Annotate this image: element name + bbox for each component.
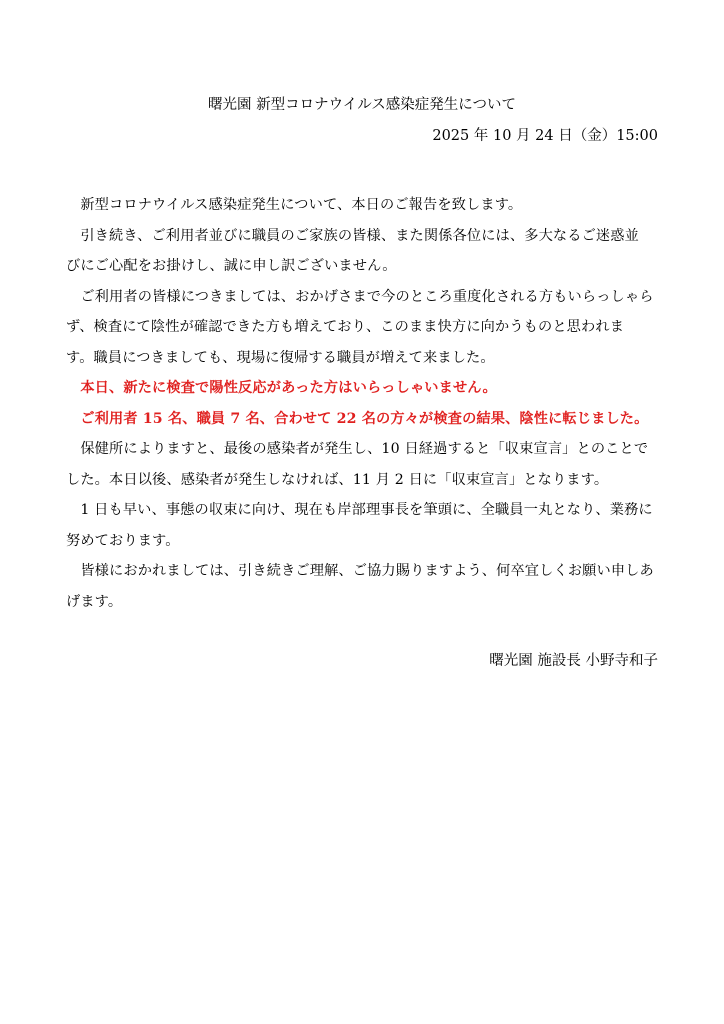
body-line: 保健所によりますと、最後の感染者が発生し、10 日経過すると「収束宣言」とのことで [66, 441, 649, 457]
body-line: ず、検査にて陰性が確認できた方も増えており、このまま快方に向かうものと思われま [66, 319, 625, 335]
body-line: 努めております。 [66, 532, 180, 549]
body-line: びにご心配をお掛けし、誠に申し訳ございません。 [66, 258, 397, 274]
body-line: げます。 [66, 593, 123, 610]
body-line: ご利用者の皆様につきましては、おかげさまで今のところ重度化される方もいらっしゃら [66, 288, 654, 305]
body-line: 皆様におかれましては、引き続きご理解、ご協力賜りますよう、何卒宜しくお願い申しあ [66, 563, 654, 579]
body-line: 1 日も早い、事態の収束に向け、現在も岸部理事長を筆頭に、全職員一丸となり、業務に [66, 502, 653, 518]
document-title: 曙光園 新型コロナウイルス感染症発生について [208, 97, 516, 113]
document-body [66, 190, 660, 617]
body-line: 新型コロナウイルス感染症発生について、本日のご報告を致します。 [66, 197, 523, 213]
body-line: した。本日以後、感染者が発生しなければ、11 月 2 日に「収束宣言」となります。 [66, 471, 609, 488]
body-line: 引き続き、ご利用者並びに職員のご家族の皆様、また関係各位には、多大なるご迷惑並 [66, 227, 639, 244]
body-line: す。職員につきましても、現場に復帰する職員が増えて来ました。 [66, 349, 495, 366]
highlight-line-negative-count: ご利用者 15 名、職員 7 名、合わせて 22 名の方々が検査の結果、陰性に転じました。 [66, 410, 649, 427]
signature: 曙光園 施設長 小野寺和子 [489, 653, 658, 669]
highlight-line-no-new-cases: 本日、新たに検査で陽性反応があった方はいらっしゃいません。 [66, 380, 497, 396]
document-date: 2025 年 10 月 24 日（金）15:00 [432, 128, 658, 144]
